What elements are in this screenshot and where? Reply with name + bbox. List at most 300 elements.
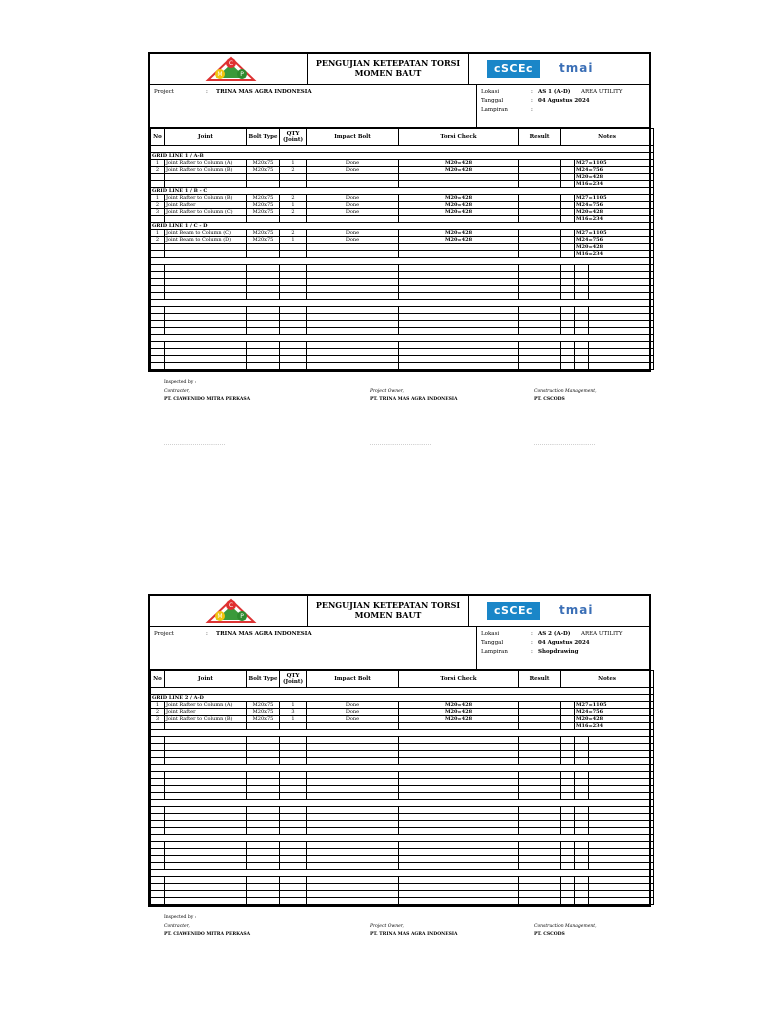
row-joint <box>165 723 247 730</box>
row-joint: Joint Rafter to Column (C) <box>165 209 247 216</box>
section-row <box>151 223 654 230</box>
col-qty <box>280 671 307 688</box>
empty-cell <box>280 751 307 758</box>
empty-cell <box>307 342 399 349</box>
empty-cell <box>519 814 561 821</box>
empty-cell <box>247 744 280 751</box>
empty-row <box>151 772 654 779</box>
empty-row <box>151 828 654 835</box>
empty-cell <box>399 286 519 293</box>
table-header-row <box>151 671 654 688</box>
row-qty: 2 <box>280 230 307 237</box>
row-impact: Done <box>307 230 399 237</box>
col-impact: Impact Bolt <box>307 129 399 146</box>
empty-row <box>151 779 654 786</box>
row-impact: Done <box>307 167 399 174</box>
spacer-cell <box>151 730 654 737</box>
document-title <box>308 54 469 84</box>
empty-cell <box>165 758 247 765</box>
csce-logo: cSCEc <box>487 602 540 620</box>
empty-cell <box>519 877 561 884</box>
qty-line-1: QTY <box>286 131 300 137</box>
row-torsi: M20=428 <box>399 709 519 716</box>
empty-cell <box>519 891 561 898</box>
row-bolt-type: M20x75 <box>247 716 280 723</box>
lampiran-label: Lampiran <box>481 107 508 113</box>
empty-cell <box>165 828 247 835</box>
empty-cell <box>247 877 280 884</box>
empty-cell <box>575 286 589 293</box>
empty-row <box>151 356 654 363</box>
row-note: M20=428 <box>575 716 654 723</box>
row-qty: 3 <box>280 709 307 716</box>
empty-cell <box>589 272 654 279</box>
tmai-logo: tmai <box>559 603 594 617</box>
section-title: GRID LINE 1 / C - D <box>151 223 654 230</box>
empty-cell <box>589 786 654 793</box>
empty-cell <box>151 779 165 786</box>
spacer-row <box>151 730 654 737</box>
table-row <box>151 167 654 174</box>
empty-cell <box>165 877 247 884</box>
empty-cell <box>575 891 589 898</box>
empty-cell <box>399 779 519 786</box>
empty-cell <box>247 772 280 779</box>
row-impact: Done <box>307 160 399 167</box>
project-colon: : <box>206 89 208 95</box>
empty-cell <box>561 342 575 349</box>
empty-cell <box>280 863 307 870</box>
empty-cell <box>519 744 561 751</box>
empty-cell <box>307 884 399 891</box>
lokasi-label: Lokasi <box>481 631 500 637</box>
row-torsi: M20=428 <box>399 167 519 174</box>
empty-cell <box>307 786 399 793</box>
row-impact <box>307 174 399 181</box>
row-torsi <box>399 216 519 223</box>
table-row <box>151 216 654 223</box>
row-torsi: M20=428 <box>399 702 519 709</box>
row-no: 1 <box>151 230 165 237</box>
col-torsi: Torsi Check <box>399 671 519 688</box>
lokasi-label: Lokasi <box>481 89 500 95</box>
inspected-by-label: Inspected by : <box>164 380 197 385</box>
row-joint: Joint Beam to Column (D) <box>165 237 247 244</box>
empty-cell <box>165 328 247 335</box>
row-blank <box>561 230 575 237</box>
empty-cell <box>575 307 589 314</box>
row-bolt-type: M20x75 <box>247 209 280 216</box>
row-bolt-type <box>247 244 280 251</box>
empty-cell <box>575 793 589 800</box>
row-blank <box>561 723 575 730</box>
empty-cell <box>561 328 575 335</box>
row-qty: 1 <box>280 716 307 723</box>
empty-cell <box>151 786 165 793</box>
row-bolt-type <box>247 181 280 188</box>
empty-cell <box>165 279 247 286</box>
logo-letter-m: M <box>217 71 223 78</box>
empty-cell <box>561 321 575 328</box>
empty-cell <box>561 272 575 279</box>
empty-cell <box>307 293 399 300</box>
empty-cell <box>151 891 165 898</box>
empty-cell <box>589 363 654 370</box>
empty-cell <box>575 363 589 370</box>
empty-cell <box>307 849 399 856</box>
empty-cell <box>561 821 575 828</box>
empty-cell <box>151 884 165 891</box>
empty-cell <box>561 758 575 765</box>
row-bolt-type: M20x75 <box>247 709 280 716</box>
empty-cell <box>280 279 307 286</box>
logo-letter-c: C <box>228 602 234 609</box>
empty-cell <box>399 279 519 286</box>
empty-cell <box>307 737 399 744</box>
empty-cell <box>165 314 247 321</box>
row-torsi: M20=428 <box>399 160 519 167</box>
empty-cell <box>399 363 519 370</box>
spacer-cell <box>151 258 654 265</box>
row-blank <box>561 195 575 202</box>
empty-cell <box>165 884 247 891</box>
empty-cell <box>151 828 165 835</box>
row-result <box>519 251 561 258</box>
empty-cell <box>307 286 399 293</box>
empty-cell <box>519 321 561 328</box>
project-info <box>150 627 649 670</box>
table-row <box>151 244 654 251</box>
empty-cell <box>575 744 589 751</box>
row-impact: Done <box>307 209 399 216</box>
cmp-logo-icon <box>150 596 307 626</box>
empty-cell <box>575 328 589 335</box>
empty-cell <box>151 849 165 856</box>
table-row <box>151 209 654 216</box>
empty-cell <box>575 828 589 835</box>
spacer-row <box>151 688 654 695</box>
empty-row <box>151 821 654 828</box>
empty-cell <box>519 272 561 279</box>
row-no: 2 <box>151 202 165 209</box>
spacer-row <box>151 765 654 772</box>
row-no <box>151 251 165 258</box>
empty-cell <box>280 821 307 828</box>
empty-cell <box>247 363 280 370</box>
empty-cell <box>165 356 247 363</box>
spacer-row <box>151 335 654 342</box>
row-result <box>519 209 561 216</box>
inspection-table <box>150 670 654 905</box>
row-torsi: M20=428 <box>399 202 519 209</box>
row-joint: Joint Beam to Column (C) <box>165 230 247 237</box>
empty-cell <box>247 279 280 286</box>
empty-cell <box>519 751 561 758</box>
row-result <box>519 167 561 174</box>
empty-cell <box>399 321 519 328</box>
row-result <box>519 723 561 730</box>
row-blank <box>561 202 575 209</box>
empty-cell <box>561 279 575 286</box>
row-qty: 1 <box>280 237 307 244</box>
colon: : <box>531 631 533 637</box>
row-bolt-type <box>247 216 280 223</box>
row-impact: Done <box>307 237 399 244</box>
empty-cell <box>589 842 654 849</box>
spacer-cell <box>151 688 654 695</box>
empty-cell <box>280 321 307 328</box>
empty-cell <box>519 758 561 765</box>
empty-cell <box>399 342 519 349</box>
empty-cell <box>165 321 247 328</box>
empty-row <box>151 842 654 849</box>
project-name: TRINA MAS AGRA INDONESIA <box>216 631 312 637</box>
empty-cell <box>561 265 575 272</box>
row-qty <box>280 723 307 730</box>
row-no <box>151 174 165 181</box>
row-note: M27=1105 <box>575 195 654 202</box>
spacer-row <box>151 870 654 877</box>
empty-cell <box>561 863 575 870</box>
empty-cell <box>247 821 280 828</box>
lampiran-value: Shopdrawing <box>538 649 579 655</box>
empty-cell <box>399 884 519 891</box>
empty-cell <box>561 891 575 898</box>
empty-cell <box>589 807 654 814</box>
empty-cell <box>247 842 280 849</box>
empty-cell <box>165 842 247 849</box>
empty-cell <box>247 884 280 891</box>
row-no: 3 <box>151 209 165 216</box>
logo-letter-p: P <box>240 71 244 78</box>
title-line-2: MOMEN BAUT <box>354 610 422 620</box>
empty-cell <box>280 786 307 793</box>
empty-cell <box>399 772 519 779</box>
empty-cell <box>399 877 519 884</box>
empty-cell <box>280 314 307 321</box>
empty-cell <box>399 898 519 905</box>
empty-cell <box>399 737 519 744</box>
row-bolt-type: M20x75 <box>247 702 280 709</box>
row-qty: 2 <box>280 209 307 216</box>
empty-cell <box>561 744 575 751</box>
empty-cell <box>589 321 654 328</box>
empty-cell <box>589 779 654 786</box>
row-impact: Done <box>307 709 399 716</box>
row-result <box>519 702 561 709</box>
owner-name: PT. TRINA MAS AGRA INDONESIA <box>370 932 458 937</box>
empty-cell <box>519 842 561 849</box>
empty-cell <box>575 265 589 272</box>
empty-cell <box>575 356 589 363</box>
empty-cell <box>399 328 519 335</box>
empty-cell <box>589 898 654 905</box>
contractor-name: PT. CIAWENIDO MITRA PERKASA <box>164 932 251 937</box>
empty-cell <box>165 863 247 870</box>
empty-cell <box>307 877 399 884</box>
empty-cell <box>151 314 165 321</box>
row-impact: Done <box>307 702 399 709</box>
empty-cell <box>575 877 589 884</box>
row-bolt-type: M20x75 <box>247 167 280 174</box>
row-qty <box>280 251 307 258</box>
title-line-1: PENGUJIAN KETEPATAN TORSI <box>315 58 461 68</box>
cmp-logo-icon <box>150 54 307 84</box>
empty-cell <box>307 898 399 905</box>
contractor-label: Contracter, <box>164 924 190 929</box>
row-impact <box>307 181 399 188</box>
table-row <box>151 181 654 188</box>
empty-cell <box>280 856 307 863</box>
row-torsi <box>399 244 519 251</box>
empty-cell <box>589 828 654 835</box>
empty-cell <box>575 884 589 891</box>
title-line-2: MOMEN BAUT <box>354 68 422 78</box>
colon: : <box>531 98 533 104</box>
empty-cell <box>165 349 247 356</box>
empty-cell <box>399 856 519 863</box>
empty-cell <box>561 314 575 321</box>
row-qty: 1 <box>280 202 307 209</box>
empty-cell <box>165 265 247 272</box>
empty-cell <box>519 807 561 814</box>
empty-row <box>151 884 654 891</box>
empty-cell <box>589 342 654 349</box>
empty-cell <box>280 898 307 905</box>
empty-cell <box>575 321 589 328</box>
empty-cell <box>247 272 280 279</box>
row-no <box>151 244 165 251</box>
project-name: TRINA MAS AGRA INDONESIA <box>216 89 312 95</box>
empty-cell <box>247 328 280 335</box>
col-qty <box>280 129 307 146</box>
empty-cell <box>561 779 575 786</box>
signature-line-owner: ................................ <box>370 442 432 447</box>
spacer-row <box>151 258 654 265</box>
empty-cell <box>399 758 519 765</box>
empty-cell <box>519 821 561 828</box>
row-no: 1 <box>151 702 165 709</box>
empty-cell <box>519 279 561 286</box>
empty-cell <box>151 898 165 905</box>
section-row <box>151 153 654 160</box>
row-note: M16=234 <box>575 251 654 258</box>
empty-cell <box>165 856 247 863</box>
row-qty <box>280 216 307 223</box>
empty-cell <box>561 884 575 891</box>
row-note: M24=756 <box>575 237 654 244</box>
empty-row <box>151 737 654 744</box>
empty-cell <box>280 849 307 856</box>
row-note: M20=428 <box>575 209 654 216</box>
empty-cell <box>399 272 519 279</box>
row-result <box>519 216 561 223</box>
empty-cell <box>151 758 165 765</box>
row-qty <box>280 244 307 251</box>
section-title: GRID LINE 1 / A-B <box>151 153 654 160</box>
empty-cell <box>399 751 519 758</box>
empty-row <box>151 314 654 321</box>
spacer-cell <box>151 765 654 772</box>
cm-name: PT. CSCODS <box>534 932 565 937</box>
empty-cell <box>519 342 561 349</box>
empty-cell <box>165 272 247 279</box>
empty-row <box>151 863 654 870</box>
empty-cell <box>561 877 575 884</box>
empty-cell <box>575 772 589 779</box>
company-logo <box>150 596 308 626</box>
empty-cell <box>151 793 165 800</box>
title-line-1: PENGUJIAN KETEPATAN TORSI <box>315 600 461 610</box>
empty-cell <box>247 286 280 293</box>
row-no: 2 <box>151 709 165 716</box>
empty-cell <box>399 356 519 363</box>
row-joint: Joint Rafter to Column (A) <box>165 702 247 709</box>
empty-cell <box>165 814 247 821</box>
row-result <box>519 237 561 244</box>
csce-logo: cSCEc <box>487 60 540 78</box>
empty-cell <box>399 814 519 821</box>
empty-cell <box>575 293 589 300</box>
empty-cell <box>151 814 165 821</box>
empty-cell <box>589 293 654 300</box>
row-torsi: M20=428 <box>399 209 519 216</box>
empty-cell <box>280 793 307 800</box>
empty-cell <box>399 828 519 835</box>
empty-cell <box>165 821 247 828</box>
sheet-header <box>150 596 649 627</box>
spacer-cell <box>151 335 654 342</box>
empty-cell <box>247 737 280 744</box>
empty-cell <box>575 821 589 828</box>
row-torsi <box>399 251 519 258</box>
empty-cell <box>575 786 589 793</box>
empty-cell <box>165 786 247 793</box>
row-blank <box>561 216 575 223</box>
empty-cell <box>151 342 165 349</box>
logo-letter-c: C <box>228 60 234 67</box>
row-note: M24=756 <box>575 709 654 716</box>
table-row <box>151 202 654 209</box>
empty-cell <box>307 751 399 758</box>
project-label: Project <box>154 631 174 637</box>
empty-cell <box>399 891 519 898</box>
empty-cell <box>561 772 575 779</box>
lokasi-area: AREA UTILITY <box>581 89 623 95</box>
empty-cell <box>307 349 399 356</box>
empty-cell <box>247 793 280 800</box>
empty-row <box>151 849 654 856</box>
row-blank <box>561 716 575 723</box>
empty-cell <box>561 828 575 835</box>
project-info <box>150 85 649 128</box>
empty-cell <box>561 856 575 863</box>
spacer-row <box>151 800 654 807</box>
empty-row <box>151 744 654 751</box>
empty-row <box>151 265 654 272</box>
spacer-cell <box>151 870 654 877</box>
empty-cell <box>519 849 561 856</box>
empty-row <box>151 349 654 356</box>
row-torsi <box>399 723 519 730</box>
row-impact <box>307 244 399 251</box>
empty-cell <box>280 877 307 884</box>
empty-cell <box>151 877 165 884</box>
empty-cell <box>247 349 280 356</box>
col-result: Result <box>519 671 561 688</box>
empty-cell <box>247 856 280 863</box>
row-torsi: M20=428 <box>399 237 519 244</box>
